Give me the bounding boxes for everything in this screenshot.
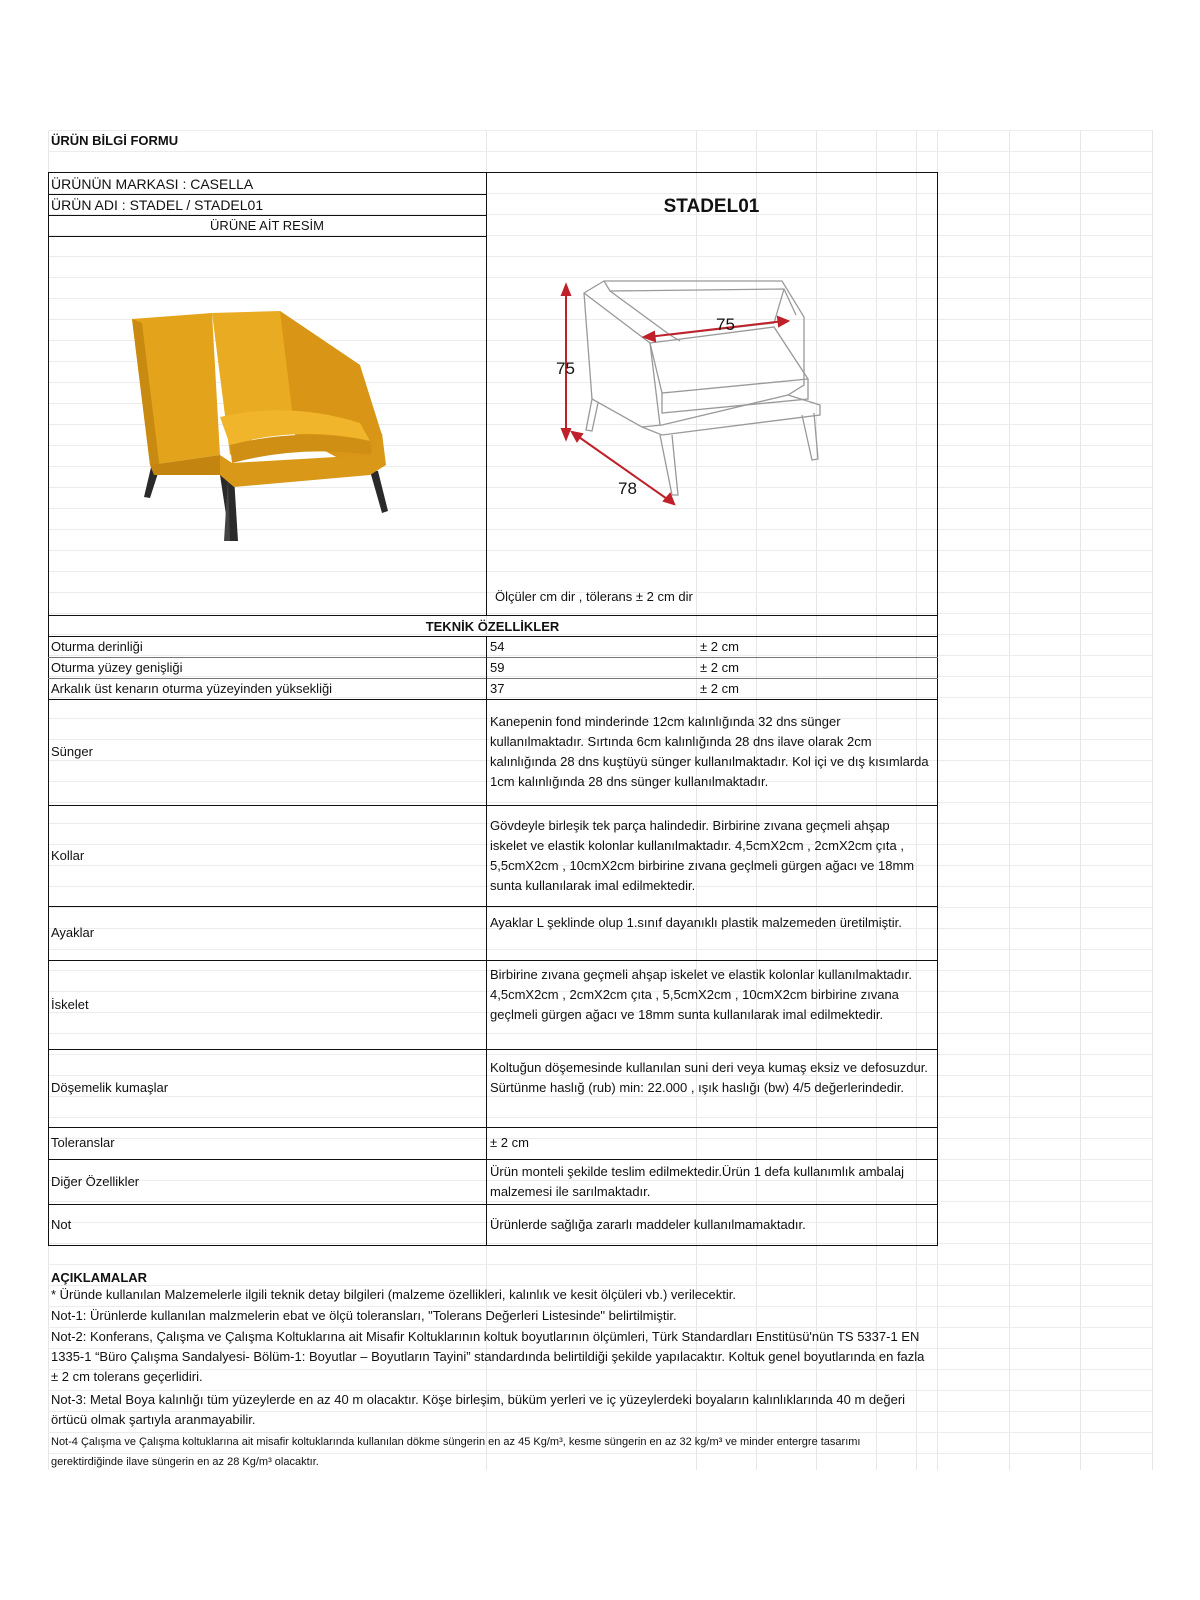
brand-label: ÜRÜNÜN MARKASI : CASELLA bbox=[51, 176, 254, 192]
measure-label: Oturma derinliği bbox=[51, 639, 143, 654]
dimension-drawing bbox=[552, 275, 852, 515]
spec-label: Kollar bbox=[51, 848, 85, 863]
note-0: * Üründe kullanılan Malzemelerle ilgili teknik detay bilgileri (malzeme özellikleri, kalınlık ve kesit ölçüleri vb.) verilecektir. bbox=[51, 1287, 736, 1302]
spec-label: Not bbox=[51, 1217, 72, 1232]
image-caption: ÜRÜNE AİT RESİM bbox=[210, 218, 324, 233]
model-code: STADEL01 bbox=[663, 196, 760, 217]
dimension-note: Ölçüler cm dir , tölerans ± 2 cm dir bbox=[495, 589, 693, 604]
measure-tolerance: ± 2 cm bbox=[700, 639, 739, 654]
spec-label: Ayaklar bbox=[51, 925, 95, 940]
tech-header: TEKNİK ÖZELLİKLER bbox=[425, 619, 560, 634]
note-4: Not-4 Çalışma ve Çalışma koltuklarına ait misafir koltuklarında kullanılan dökme süngerin en az 45 Kg/m³, kesme süngerin en az 32 kg/m³ ve minder entergre tasarımı gerektirdiğinde ilave süngerin en az 28 Kg/m³ olacaktır. bbox=[51, 1436, 861, 1468]
note-2: Not-2: Konferans, Çalışma ve Çalışma Koltuklarına ait Misafir Koltuklarının koltuk boyutlarının ölçümleri, Türk Standardları Enstitüsü'nün TS 5337-1 EN 1335-1 “Büro Çalışma Sandalyesi- Bölüm-1: Boyutlar – Boyutların Tayini” standardında belirtildiği şekilde yapılacaktır. Koltuk genel boyutlarında en fazla ± 2 cm tolerans geçerlidiri. bbox=[51, 1329, 925, 1384]
dim-depth: 78 bbox=[618, 479, 637, 498]
spec-label: Toleranslar bbox=[51, 1135, 115, 1150]
spec-text: Gövdeyle birleşik tek parça halindedir. Birbirine zıvana geçmeli ahşap iskelet ve elastik kolonlar kullanılmaktadır. 4,5cmX2cm , 2cmX2cm çıta , 5,5cmX2cm , 10cmX2cm birbirine zıvana geçlmeli gürgen ağacı ve 18mm sunta kullanılarak imal edilmektedir. bbox=[490, 818, 915, 893]
spec-label: Sünger bbox=[51, 744, 93, 759]
spec-label: Diğer Özellikler bbox=[51, 1174, 140, 1189]
form-title: ÜRÜN BİLGİ FORMU bbox=[51, 133, 179, 148]
measure-label: Arkalık üst kenarın oturma yüzeyinden yüksekliği bbox=[51, 681, 333, 696]
dim-height: 75 bbox=[556, 359, 575, 378]
spec-text: ± 2 cm bbox=[490, 1135, 529, 1150]
measure-label: Oturma yüzey genişliği bbox=[51, 660, 183, 675]
dim-width: 75 bbox=[716, 315, 735, 334]
spec-text: Koltuğun döşemesinde kullanılan suni deri veya kumaş eksiz ve defosuzdur. Sürtünme haslığ (rub) min: 22.000 , ışık haslığı (bw) 4/5 değerlerindedir. bbox=[490, 1060, 928, 1095]
armchair-photo bbox=[120, 305, 410, 545]
spec-text: Ürün monteli şekilde teslim edilmektedir.Ürün 1 defa kullanımlık ambalaj malzemesi ile sarılmaktadır. bbox=[490, 1164, 905, 1199]
spec-label: Döşemelik kumaşlar bbox=[51, 1080, 169, 1095]
spec-label: İskelet bbox=[51, 997, 89, 1012]
spec-text: Kanepenin fond minderinde 12cm kalınlığında 32 dns sünger kullanılmaktadır. Sırtında 6cm kalınlığında 28 dns ilave olarak 2cm kalınlığında 28 dns kuştüyü sünger kullanılmaktadır. Kol içi ve dış kısımlarda 1cm kalınlığında 28 dns sünger kullanılmaktadır. bbox=[490, 714, 929, 789]
measure-value: 59 bbox=[490, 660, 505, 675]
measure-value: 54 bbox=[490, 639, 505, 654]
measure-tolerance: ± 2 cm bbox=[700, 660, 739, 675]
notes-title: AÇIKLAMALAR bbox=[51, 1270, 148, 1285]
product-name: ÜRÜN ADI : STADEL / STADEL01 bbox=[51, 197, 264, 213]
note-1: Not-1: Ürünlerde kullanılan malzmelerin ebat ve ölçü toleransları, "Tolerans Değerleri Listesinde" belirtilmiştir. bbox=[51, 1308, 677, 1323]
spec-text: Ayaklar L şeklinde olup 1.sınıf dayanıklı plastik malzemeden üretilmiştir. bbox=[490, 915, 902, 930]
measure-tolerance: ± 2 cm bbox=[700, 681, 739, 696]
spec-text: Ürünlerde sağlığa zararlı maddeler kullanılmamaktadır. bbox=[490, 1217, 806, 1232]
measure-value: 37 bbox=[490, 681, 505, 696]
note-3: Not-3: Metal Boya kalınlığı tüm yüzeylerde en az 40 m olacaktır. Köşe birleşim, büküm yerleri ve iç yüzeylerdeki boyaların kalınlıklarında 40 m değeri örtücü olmak şartıyla aranmayabilir. bbox=[51, 1392, 906, 1427]
spec-text: Birbirine zıvana geçmeli ahşap iskelet ve elastik kolonlar kullanılmaktadır. 4,5cmX2cm , 2cmX2cm çıta , 5,5cmX2cm , 10cmX2cm birbirine zıvana geçlmeli gürgen ağacı ve 18mm sunta kullanılarak imal edilmektedir. bbox=[490, 967, 912, 1022]
